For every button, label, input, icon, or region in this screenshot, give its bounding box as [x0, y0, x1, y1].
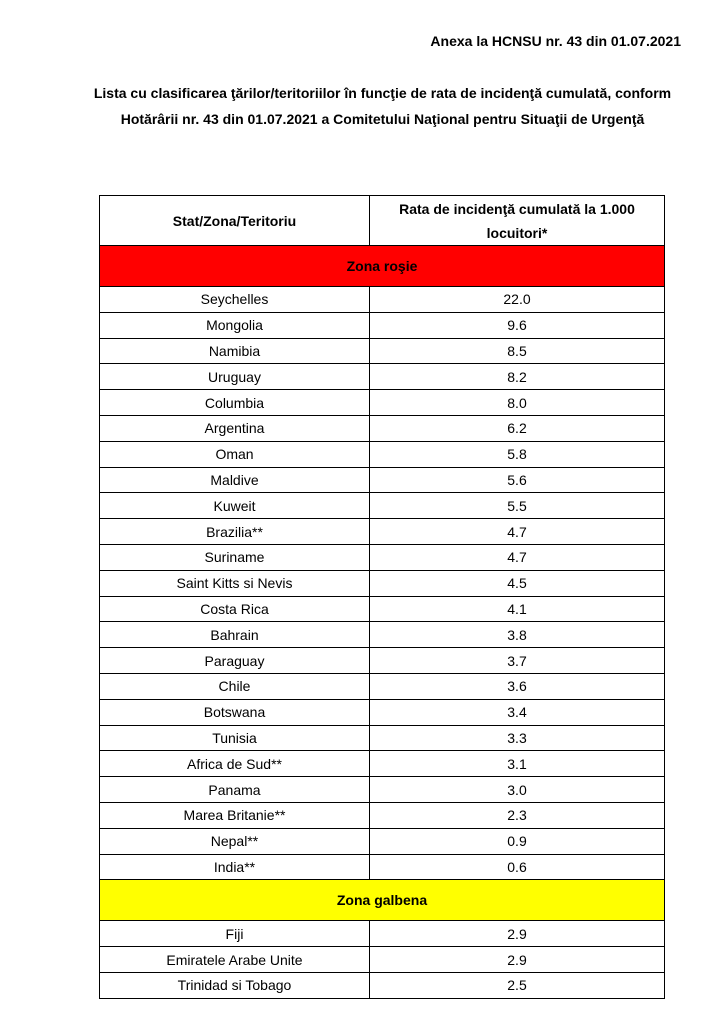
rate-cell: 5.8: [370, 441, 665, 467]
rate-cell: 22.0: [370, 287, 665, 313]
table-row: [100, 673, 665, 699]
rate-cell: 2.5: [370, 972, 665, 998]
table-row: [100, 287, 665, 313]
rate-cell: 2.9: [370, 947, 665, 973]
rate-cell: 8.0: [370, 390, 665, 416]
table-row: [100, 338, 665, 364]
country-cell: Marea Britanie**: [100, 802, 370, 828]
table-row: [100, 648, 665, 674]
country-cell: India**: [100, 854, 370, 880]
country-cell: Bahrain: [100, 622, 370, 648]
country-cell: Chile: [100, 673, 370, 699]
rate-cell: 4.5: [370, 570, 665, 596]
country-cell: Nepal**: [100, 828, 370, 854]
table-row: [100, 777, 665, 803]
zone-label: Zona galbena: [100, 880, 665, 921]
table-row: [100, 544, 665, 570]
table-row: [100, 441, 665, 467]
rate-cell: 5.6: [370, 467, 665, 493]
table-row: [100, 921, 665, 947]
country-cell: Seychelles: [100, 287, 370, 313]
table-row: [100, 467, 665, 493]
country-cell: Tunisia: [100, 725, 370, 751]
table-row: [100, 751, 665, 777]
country-cell: Maldive: [100, 467, 370, 493]
document-title: Lista cu clasificarea ţărilor/teritoriilor în funcţie de rata de incidenţă cumulată, conform Hotărârii nr. 43 din 01.07.2021 a Comitetului Naţional pentru Situaţii de Urgenţă: [93, 85, 672, 127]
rate-cell: 5.5: [370, 493, 665, 519]
country-cell: Paraguay: [100, 648, 370, 674]
rate-cell: 3.4: [370, 699, 665, 725]
table-row: [100, 390, 665, 416]
zone-label: Zona roşie: [100, 246, 665, 287]
rate-cell: 3.0: [370, 777, 665, 803]
column-header-country: Stat/Zona/Teritoriu: [100, 196, 370, 246]
rate-cell: 8.2: [370, 364, 665, 390]
table-row: [100, 725, 665, 751]
country-cell: Namibia: [100, 338, 370, 364]
country-cell: Suriname: [100, 544, 370, 570]
rate-cell: 4.7: [370, 519, 665, 545]
rate-cell: 6.2: [370, 415, 665, 441]
country-cell: Mongolia: [100, 312, 370, 338]
country-cell: Panama: [100, 777, 370, 803]
country-cell: Columbia: [100, 390, 370, 416]
rate-cell: 0.6: [370, 854, 665, 880]
column-header-rate: Rata de incidenţă cumulată la 1.000 locuitori*: [370, 196, 665, 246]
table-row: [100, 699, 665, 725]
table-row: [100, 802, 665, 828]
table-row: [100, 415, 665, 441]
rate-cell: 2.9: [370, 921, 665, 947]
table-header-row: [100, 196, 665, 246]
rate-cell: 9.6: [370, 312, 665, 338]
country-cell: Oman: [100, 441, 370, 467]
country-cell: Brazilia**: [100, 519, 370, 545]
table-row: [100, 854, 665, 880]
rate-cell: 3.7: [370, 648, 665, 674]
country-cell: Emiratele Arabe Unite: [100, 947, 370, 973]
country-cell: Argentina: [100, 415, 370, 441]
table-row: [100, 828, 665, 854]
classification-table: [99, 195, 665, 999]
rate-cell: 4.1: [370, 596, 665, 622]
country-cell: Trinidad si Tobago: [100, 972, 370, 998]
table-row: [100, 622, 665, 648]
zone-header-row: [100, 880, 665, 921]
country-cell: Africa de Sud**: [100, 751, 370, 777]
country-cell: Uruguay: [100, 364, 370, 390]
table-row: [100, 596, 665, 622]
country-cell: Botswana: [100, 699, 370, 725]
rate-cell: 0.9: [370, 828, 665, 854]
annex-reference: Anexa la HCNSU nr. 43 din 01.07.2021: [430, 33, 681, 49]
country-cell: Kuweit: [100, 493, 370, 519]
zone-header-row: [100, 246, 665, 287]
rate-cell: 3.8: [370, 622, 665, 648]
rate-cell: 3.6: [370, 673, 665, 699]
table-row: [100, 493, 665, 519]
rate-cell: 8.5: [370, 338, 665, 364]
table-row: [100, 312, 665, 338]
table-row: [100, 364, 665, 390]
table-row: [100, 947, 665, 973]
table-body: [100, 246, 665, 999]
rate-cell: 2.3: [370, 802, 665, 828]
country-cell: Fiji: [100, 921, 370, 947]
country-cell: Saint Kitts si Nevis: [100, 570, 370, 596]
table-row: [100, 972, 665, 998]
country-cell: Costa Rica: [100, 596, 370, 622]
rate-cell: 3.3: [370, 725, 665, 751]
rate-cell: 4.7: [370, 544, 665, 570]
table-row: [100, 519, 665, 545]
table-row: [100, 570, 665, 596]
rate-cell: 3.1: [370, 751, 665, 777]
